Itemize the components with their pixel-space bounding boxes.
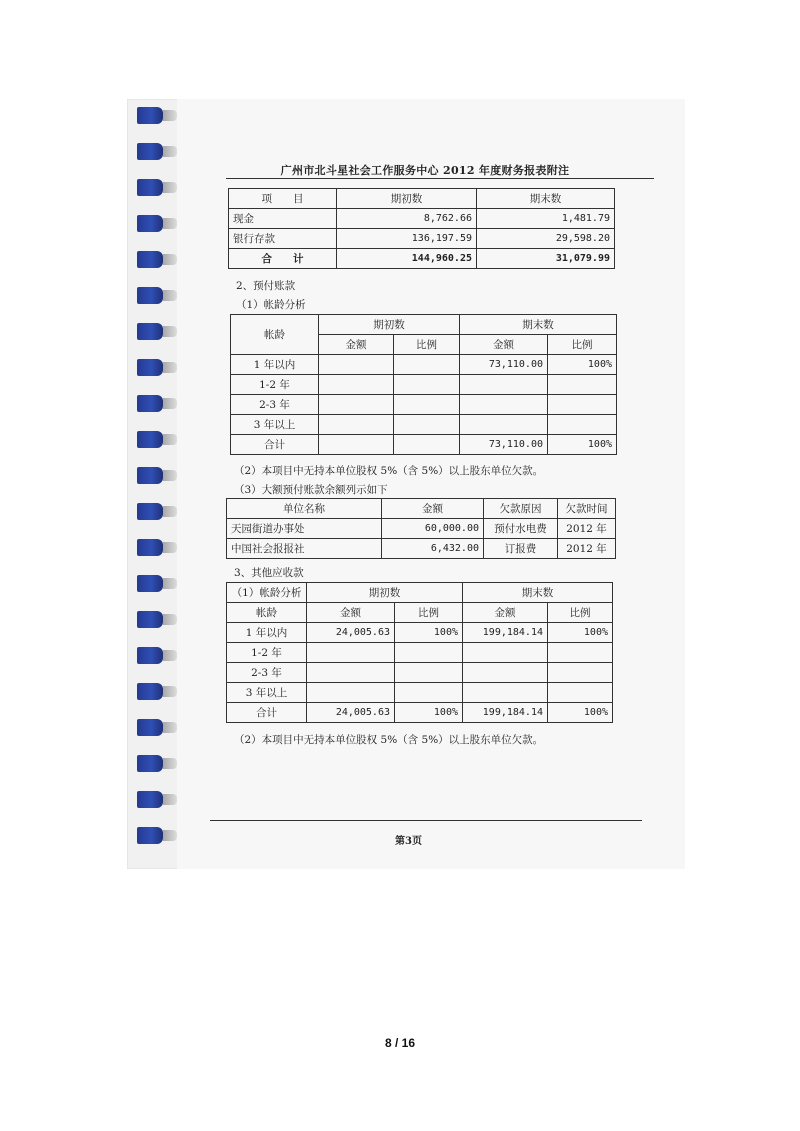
- end-amount: 199,184.14: [463, 623, 548, 643]
- column-header: 期末数: [477, 189, 615, 209]
- binding-ring: [137, 719, 163, 736]
- column-header: 金额: [319, 335, 394, 355]
- column-header: 期初数: [319, 315, 460, 335]
- table-row: [227, 643, 613, 663]
- begin-amount: [307, 643, 395, 663]
- table-row: [227, 663, 613, 683]
- binding-ring: [137, 791, 163, 808]
- table-row: [229, 229, 615, 249]
- begin-amount: [319, 355, 394, 375]
- column-header: 比例: [395, 603, 463, 623]
- begin-ratio: [395, 643, 463, 663]
- binding-ring: [137, 395, 163, 412]
- end-amount: [460, 415, 548, 435]
- column-header: 项 目: [229, 189, 337, 209]
- table-row: [231, 415, 617, 435]
- begin-ratio: 100%: [395, 623, 463, 643]
- begin-amount: [307, 663, 395, 683]
- table-row: [227, 539, 616, 559]
- column-header: 期末数: [460, 315, 617, 335]
- begin-value: 136,197.59: [337, 229, 477, 249]
- begin-ratio: [394, 375, 460, 395]
- begin-ratio: 100%: [395, 703, 463, 723]
- subsection-title: （1）帐龄分析: [227, 583, 307, 603]
- reason: 预付水电费: [484, 519, 558, 539]
- column-header: 帐龄: [227, 603, 307, 623]
- row-label: 3 年以上: [231, 415, 319, 435]
- binding-ring: [137, 575, 163, 592]
- row-label: 2-3 年: [231, 395, 319, 415]
- end-amount: 73,110.00: [460, 355, 548, 375]
- end-ratio: 100%: [548, 703, 613, 723]
- binding-ring: [137, 755, 163, 772]
- begin-amount: [319, 395, 394, 415]
- binding-ring: [137, 467, 163, 484]
- row-label: 1 年以内: [231, 355, 319, 375]
- end-amount: 199,184.14: [463, 703, 548, 723]
- large-prepaid-table: [226, 498, 616, 559]
- begin-amount: [319, 435, 394, 455]
- binding-ring: [137, 611, 163, 628]
- row-label: 3 年以上: [227, 683, 307, 703]
- end-ratio: [548, 395, 617, 415]
- binding-ring: [137, 251, 163, 268]
- binding-ring: [137, 683, 163, 700]
- row-label: 现金: [229, 209, 337, 229]
- time: 2012 年: [558, 519, 616, 539]
- viewer-page-indicator: 8 / 16: [384, 1036, 416, 1050]
- note-text: （2）本项目中无持本单位股权 5%（含 5%）以上股东单位欠款。: [234, 734, 544, 746]
- end-ratio: [548, 375, 617, 395]
- binding-ring: [137, 287, 163, 304]
- end-ratio: 100%: [548, 435, 617, 455]
- begin-amount: 24,005.63: [307, 623, 395, 643]
- begin-amount: [319, 375, 394, 395]
- prepaid-aging-table: [230, 314, 617, 455]
- begin-ratio: [394, 435, 460, 455]
- column-header: 欠款时间: [558, 499, 616, 519]
- unit-name: 中国社会报报社: [227, 539, 382, 559]
- row-label: 合计: [227, 703, 307, 723]
- column-header: 期初数: [337, 189, 477, 209]
- end-ratio: [548, 663, 613, 683]
- table-header-row: [231, 315, 617, 335]
- begin-ratio: [395, 683, 463, 703]
- table-row: [231, 375, 617, 395]
- binding-ring: [137, 143, 163, 160]
- begin-ratio: [395, 663, 463, 683]
- row-label: 合计: [231, 435, 319, 455]
- end-amount: [463, 683, 548, 703]
- end-amount: [460, 395, 548, 415]
- end-amount: 73,110.00: [460, 435, 548, 455]
- column-header: 比例: [394, 335, 460, 355]
- row-label: 2-3 年: [227, 663, 307, 683]
- binding-ring: [137, 179, 163, 196]
- column-header: 金额: [307, 603, 395, 623]
- row-label: 1 年以内: [227, 623, 307, 643]
- note-text: （2）本项目中无持本单位股权 5%（含 5%）以上股东单位欠款。: [234, 465, 544, 477]
- begin-ratio: [394, 395, 460, 415]
- end-value: 1,481.79: [477, 209, 615, 229]
- column-header: 金额: [382, 499, 484, 519]
- table-header-row: [227, 499, 616, 519]
- end-amount: [463, 663, 548, 683]
- row-label: 1-2 年: [227, 643, 307, 663]
- amount: 60,000.00: [382, 519, 484, 539]
- column-header: 欠款原因: [484, 499, 558, 519]
- footer-page-number: 第3页: [395, 836, 422, 847]
- unit-name: 天园街道办事处: [227, 519, 382, 539]
- column-header: 比例: [548, 603, 613, 623]
- table-row: [231, 395, 617, 415]
- end-value: 29,598.20: [477, 229, 615, 249]
- binding-ring: [137, 647, 163, 664]
- table-row: [227, 519, 616, 539]
- row-label: 银行存款: [229, 229, 337, 249]
- begin-amount: [307, 683, 395, 703]
- begin-amount: [319, 415, 394, 435]
- table-row: [229, 209, 615, 229]
- row-label: 合 计: [229, 249, 337, 269]
- binding-ring: [137, 359, 163, 376]
- begin-value: 8,762.66: [337, 209, 477, 229]
- total-row: [227, 703, 613, 723]
- column-header: 期初数: [307, 583, 463, 603]
- footer-rule: [210, 820, 642, 821]
- column-header: 金额: [463, 603, 548, 623]
- end-ratio: [548, 415, 617, 435]
- end-amount: [460, 375, 548, 395]
- table-header-row: [229, 189, 615, 209]
- subsection-title: （3）大额预付账款余额列示如下: [234, 484, 388, 496]
- table-row: [231, 355, 617, 375]
- binding-ring: [137, 323, 163, 340]
- end-ratio: [548, 683, 613, 703]
- total-row: [229, 249, 615, 269]
- section-title: 3、其他应收款: [234, 567, 304, 579]
- column-header: 帐龄: [231, 315, 319, 355]
- begin-value: 144,960.25: [337, 249, 477, 269]
- time: 2012 年: [558, 539, 616, 559]
- begin-amount: 24,005.63: [307, 703, 395, 723]
- reason: 订报费: [484, 539, 558, 559]
- section-title: 2、预付账款: [236, 280, 296, 292]
- column-header: 金额: [460, 335, 548, 355]
- binding-ring: [137, 503, 163, 520]
- binding-ring: [137, 215, 163, 232]
- table-row: [227, 683, 613, 703]
- end-value: 31,079.99: [477, 249, 615, 269]
- spiral-binding: [137, 99, 185, 869]
- end-ratio: 100%: [548, 355, 617, 375]
- table-header-row: [227, 603, 613, 623]
- cash-table: [228, 188, 615, 269]
- binding-ring: [137, 827, 163, 844]
- column-header: 比例: [548, 335, 617, 355]
- binding-ring: [137, 431, 163, 448]
- subsection-title: （1）帐龄分析: [236, 299, 306, 311]
- amount: 6,432.00: [382, 539, 484, 559]
- binding-ring: [137, 539, 163, 556]
- header-rule: [226, 178, 654, 179]
- other-receivables-table: [226, 582, 613, 723]
- begin-ratio: [394, 355, 460, 375]
- table-row: [227, 623, 613, 643]
- end-amount: [463, 643, 548, 663]
- begin-ratio: [394, 415, 460, 435]
- binding-ring: [137, 107, 163, 124]
- column-header: 单位名称: [227, 499, 382, 519]
- end-ratio: 100%: [548, 623, 613, 643]
- total-row: [231, 435, 617, 455]
- end-ratio: [548, 643, 613, 663]
- column-header: 期末数: [463, 583, 613, 603]
- document-header: 广州市北斗星社会工作服务中心 2012 年度财务报表附注: [280, 164, 570, 177]
- row-label: 1-2 年: [231, 375, 319, 395]
- table-header-row: [227, 583, 613, 603]
